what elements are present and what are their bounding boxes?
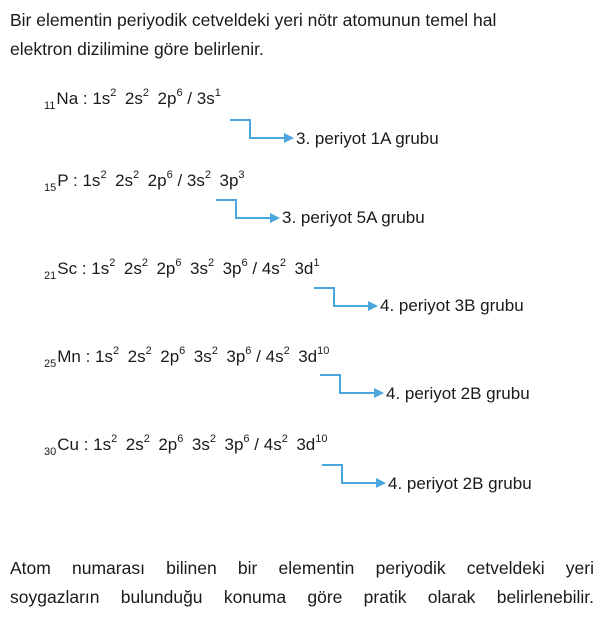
config-na: $_{11}$Na : $1s^2$ $2s^2$ $2p^6 / 3s^1$ — [44, 87, 221, 112]
orbital-term — [93, 435, 117, 454]
electron-count: 2 — [204, 169, 211, 181]
orbital-label: 3s — [191, 435, 210, 454]
orbital-term — [192, 435, 216, 454]
outro-line-1: Atom numarası bilinen bir elementin periyodik cetveldeki yeri — [10, 558, 594, 578]
orbital-label: 3s — [193, 347, 212, 366]
intro-paragraph — [10, 6, 594, 64]
bracket-arrow-icon — [230, 118, 294, 144]
config-separator: / — [256, 347, 261, 366]
orbital-label: 3s — [196, 89, 215, 108]
orbital-label: 2s — [115, 171, 134, 190]
orbital-label: 1s — [82, 171, 101, 190]
orbital-term — [262, 259, 286, 278]
orbital-label: 1s — [93, 435, 112, 454]
electron-count: 6 — [175, 257, 182, 269]
electron-count: 2 — [111, 433, 118, 445]
orbital-label: 1s — [95, 347, 114, 366]
orbital-label: 3p — [226, 347, 246, 366]
bracket-arrow-icon — [322, 463, 386, 489]
orbital-label: 3s — [186, 171, 205, 190]
result-p: 3. periyot 5A grubu — [282, 208, 425, 227]
orbital-term — [266, 347, 290, 366]
bracket-arrow-icon — [320, 373, 384, 399]
config-separator: / — [187, 89, 193, 108]
config-sc: $_{21}$Sc : $1s^2$ $2s^2$ $2p^6$ $3s^2$ $3p^6 / 4s^2$ $3d^1$ — [44, 257, 320, 282]
electron-configuration — [91, 259, 319, 278]
bracket-arrow-icon — [216, 198, 280, 224]
electron-count: 6 — [177, 433, 184, 445]
electron-count: 2 — [145, 345, 152, 357]
result-sc: 4. periyot 3B grubu — [380, 296, 524, 315]
config-separator: / — [177, 171, 183, 190]
orbital-label: 1s — [92, 89, 111, 108]
electron-count: 6 — [179, 345, 186, 357]
electron-count: 6 — [176, 87, 183, 99]
electron-count: 1 — [214, 87, 221, 99]
orbital-label: 2p — [158, 435, 178, 454]
electron-count: 2 — [141, 257, 148, 269]
electron-count: 6 — [241, 257, 248, 269]
orbital-label: 3s — [190, 259, 208, 278]
outro-paragraph — [10, 554, 594, 612]
electron-count: 10 — [317, 345, 330, 357]
orbital-term — [91, 259, 115, 278]
bracket-arrow-icon — [314, 286, 378, 312]
orbital-term — [220, 171, 245, 190]
orbital-label: 3d — [298, 347, 318, 366]
electron-count: 3 — [238, 169, 245, 181]
electron-configuration — [82, 171, 244, 190]
orbital-term — [158, 89, 183, 108]
electron-count: 2 — [207, 257, 215, 269]
orbital-label: 3p — [219, 171, 239, 190]
electron-count: 2 — [279, 257, 286, 269]
orbital-term — [92, 89, 116, 108]
orbital-label: 1s — [91, 259, 110, 278]
config-separator: / — [254, 435, 259, 454]
element-symbol: Na — [56, 89, 79, 108]
electron-count: 2 — [110, 87, 117, 99]
orbital-term — [197, 89, 221, 108]
orbital-label: 2p — [156, 259, 176, 278]
orbital-label: 2p — [157, 89, 177, 108]
electron-count: 2 — [211, 345, 218, 357]
electron-configuration — [93, 435, 327, 454]
orbital-label: 4s — [263, 435, 282, 454]
element-symbol: Sc — [57, 259, 78, 278]
orbital-term — [298, 347, 329, 366]
config-mn: $_{25}$Mn : $1s^2$ $2s^2$ $2p^6$ $3s^2$ $3p^6 / 4s^2$ $3d^{10}$ — [44, 345, 330, 370]
electron-count: 6 — [245, 345, 252, 357]
orbital-label: 3d — [294, 259, 314, 278]
orbital-term — [194, 347, 218, 366]
orbital-term — [82, 171, 106, 190]
orbital-label: 4s — [265, 347, 284, 366]
orbital-label: 2s — [123, 259, 142, 278]
element-symbol: Mn — [57, 347, 81, 366]
orbital-term — [126, 435, 150, 454]
result-cu: 4. periyot 2B grubu — [388, 474, 532, 493]
electron-configuration — [92, 89, 221, 108]
electron-count: 2 — [109, 257, 116, 269]
orbital-term — [125, 89, 149, 108]
electron-count: 1 — [313, 257, 320, 269]
element-symbol: Cu — [57, 435, 79, 454]
electron-count: 6 — [243, 433, 250, 445]
orbital-term — [226, 347, 251, 366]
intro-line-1: Bir elementin periyodik cetveldeki yeri nötr atomunun temel hal — [10, 10, 497, 30]
atomic-number: 21 — [44, 270, 57, 282]
orbital-term — [115, 171, 139, 190]
electron-count: 6 — [166, 169, 173, 181]
orbital-label: 4s — [261, 259, 280, 278]
atomic-number: 30 — [44, 446, 57, 458]
orbital-term — [294, 259, 319, 278]
orbital-term — [223, 259, 248, 278]
intro-line-2: elektron dizilimine göre belirlenir. — [10, 39, 264, 59]
electron-count: 2 — [281, 433, 288, 445]
orbital-term — [187, 171, 211, 190]
atomic-number: 15 — [44, 182, 57, 194]
atomic-number: 25 — [44, 358, 57, 370]
orbital-term — [158, 435, 183, 454]
orbital-label: 2p — [160, 347, 180, 366]
orbital-label: 2s — [127, 347, 146, 366]
orbital-term — [148, 171, 173, 190]
electron-count: 2 — [143, 433, 150, 445]
orbital-term — [124, 259, 148, 278]
outro-line-2: soygazların bulunduğu konuma göre pratik olarak belirlenebilir. — [10, 587, 594, 607]
element-symbol: P — [57, 171, 69, 190]
electron-count: 2 — [142, 87, 150, 99]
orbital-label: 3p — [222, 259, 242, 278]
atomic-number: 11 — [44, 100, 56, 112]
electron-count: 2 — [283, 345, 290, 357]
orbital-label: 2p — [147, 171, 167, 190]
electron-count: 10 — [315, 433, 328, 445]
orbital-label: 2s — [125, 435, 144, 454]
orbital-label: 2s — [124, 89, 143, 108]
orbital-term — [224, 435, 249, 454]
orbital-term — [264, 435, 288, 454]
orbital-term — [95, 347, 119, 366]
orbital-term — [156, 259, 181, 278]
config-cu: $_{30}$Cu : $1s^2$ $2s^2$ $2p^6$ $3s^2$ $3p^6 / 4s^2$ $3d^{10}$ — [44, 433, 328, 458]
electron-count: 2 — [209, 433, 216, 445]
orbital-term — [128, 347, 152, 366]
result-mn: 4. periyot 2B grubu — [386, 384, 530, 403]
orbital-term — [296, 435, 327, 454]
orbital-term — [190, 259, 214, 278]
electron-count: 2 — [113, 345, 120, 357]
config-p: $_{15}$P : $1s^2$ $2s^2$ $2p^6 / 3s^2$ $3p^3$ — [44, 169, 245, 194]
electron-count: 2 — [133, 169, 140, 181]
config-separator: / — [252, 259, 258, 278]
orbital-label: 3p — [224, 435, 244, 454]
result-na: 3. periyot 1A grubu — [296, 129, 439, 148]
orbital-term — [160, 347, 185, 366]
orbital-label: 3d — [296, 435, 316, 454]
electron-count: 2 — [100, 169, 107, 181]
electron-configuration — [95, 347, 329, 366]
